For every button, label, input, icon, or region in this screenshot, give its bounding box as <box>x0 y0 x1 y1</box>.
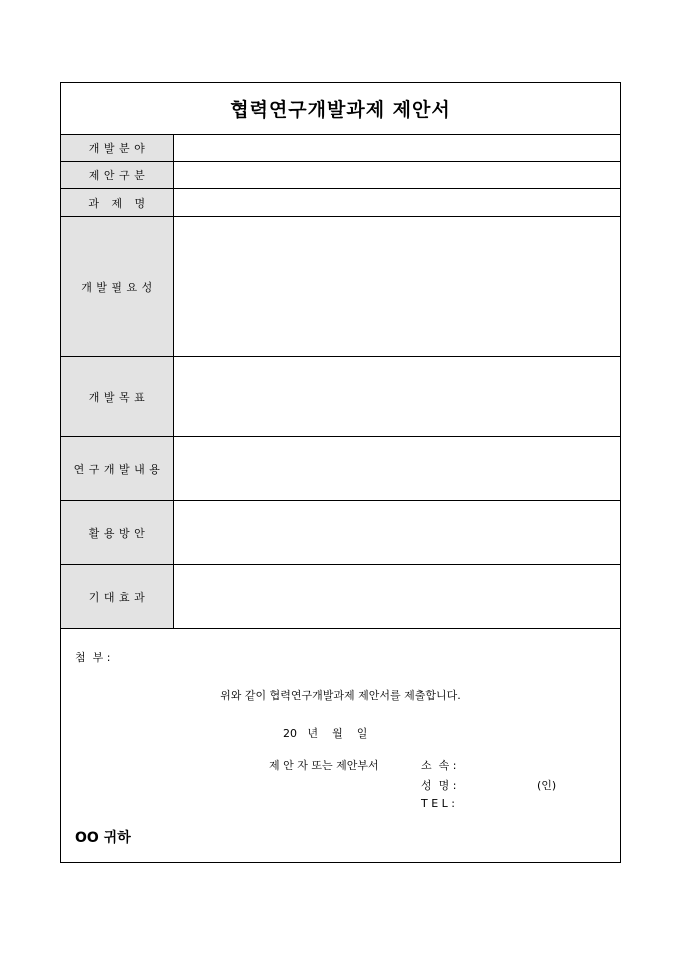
row-utilization-plan <box>61 501 620 565</box>
attachment-label: 첨 부 : <box>75 651 111 664</box>
utilization-plan-value[interactable] <box>174 501 620 564</box>
name-label: 성 명 : <box>421 779 457 792</box>
proposer-label: 제 안 자 또는 제안부서 <box>269 759 379 772</box>
row-label: 과 제 명 <box>61 189 174 216</box>
tel-label: T E L : <box>421 797 455 810</box>
row-dev-necessity <box>61 217 620 357</box>
proposal-type-value[interactable] <box>174 162 620 188</box>
row-label: 제 안 구 분 <box>61 162 174 188</box>
row-label: 활 용 방 안 <box>61 501 174 564</box>
dev-necessity-value[interactable] <box>174 217 620 356</box>
row-label: 개 발 분 야 <box>61 135 174 161</box>
submission-statement: 위와 같이 협력연구개발과제 제안서를 제출합니다. <box>220 689 461 702</box>
date-line: 20 년 월 일 <box>283 727 368 740</box>
dev-goal-value[interactable] <box>174 357 620 436</box>
recipient-label: OO 귀하 <box>75 830 131 846</box>
row-proposal-type <box>61 162 620 189</box>
row-dev-field <box>61 135 620 162</box>
form-title: 협력연구개발과제 제안서 <box>61 83 620 135</box>
affiliation-label: 소 속 : <box>421 759 457 772</box>
dev-field-value[interactable] <box>174 135 620 161</box>
row-label: 연 구 개 발 내 용 <box>61 437 174 500</box>
row-label: 기 대 효 과 <box>61 565 174 628</box>
project-name-value[interactable] <box>174 189 620 216</box>
expected-effect-value[interactable] <box>174 565 620 628</box>
rnd-content-value[interactable] <box>174 437 620 500</box>
proposal-form <box>60 82 621 863</box>
row-expected-effect <box>61 565 620 629</box>
row-label: 개 발 필 요 성 <box>61 217 174 356</box>
row-project-name <box>61 189 620 217</box>
row-dev-goal <box>61 357 620 437</box>
row-label: 개 발 목 표 <box>61 357 174 436</box>
form-footer <box>61 629 620 862</box>
seal-label: (인) <box>537 779 557 792</box>
row-rnd-content <box>61 437 620 501</box>
